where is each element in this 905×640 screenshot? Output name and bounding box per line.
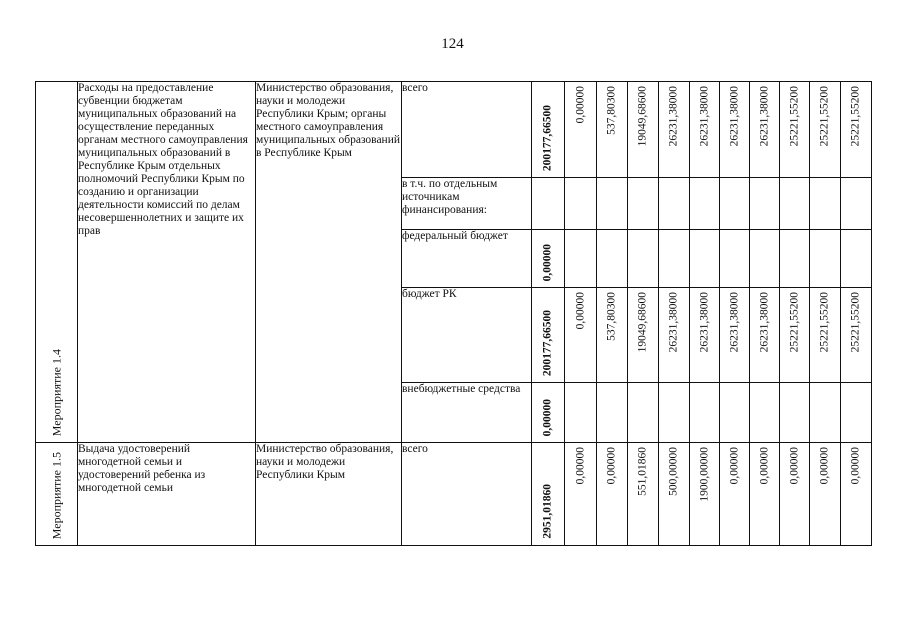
- year-value: 26231,38000: [758, 86, 770, 147]
- year-value-cell: [841, 82, 872, 178]
- measure-label: Мероприятие 1.4: [49, 348, 63, 436]
- year-value: 0,00000: [818, 447, 831, 485]
- year-value-cell: [690, 82, 720, 178]
- measure-description: Выдача удостоверений многодетной семьи и удостоверений ребенка из многодетной семьи: [78, 443, 256, 546]
- funding-source: внебюджетные средства: [402, 383, 532, 443]
- year-value-cell: [750, 230, 780, 288]
- total-value-cell: [532, 443, 565, 546]
- year-value-cell: [659, 230, 690, 288]
- year-value: 26231,38000: [667, 292, 680, 353]
- measure-label-cell: [36, 82, 78, 443]
- year-value: 0,00000: [574, 86, 586, 124]
- year-value-cell: [750, 443, 780, 546]
- year-value-cell: [750, 383, 780, 443]
- year-value-cell: [565, 82, 597, 178]
- year-value-cell: [690, 443, 720, 546]
- year-value-cell: [690, 230, 720, 288]
- year-value-cell: [659, 288, 690, 383]
- table-row: [36, 82, 872, 178]
- year-value: 0,00000: [849, 447, 862, 485]
- year-value-cell: [750, 82, 780, 178]
- year-value-cell: [690, 288, 720, 383]
- year-value: 26231,38000: [667, 86, 680, 147]
- year-value: 26231,38000: [728, 292, 740, 353]
- year-value-cell: [750, 178, 780, 230]
- year-value-cell: [565, 443, 597, 546]
- year-value-cell: [720, 178, 750, 230]
- year-value: 500,00000: [667, 447, 680, 496]
- total-value: 0,00000: [541, 243, 554, 281]
- year-value-cell: [628, 230, 659, 288]
- year-value-cell: [750, 288, 780, 383]
- year-value-cell: [720, 383, 750, 443]
- year-value-cell: [720, 230, 750, 288]
- total-value: 2951,01860: [541, 484, 554, 539]
- year-value: 1900,00000: [698, 447, 710, 502]
- funding-source: федеральный бюджет: [402, 230, 532, 288]
- year-value: 26231,38000: [698, 86, 710, 147]
- year-value: 25221,55200: [788, 292, 800, 353]
- year-value-cell: [841, 178, 872, 230]
- year-value: 19049,68600: [636, 86, 649, 147]
- year-value: 0,00000: [574, 292, 586, 330]
- year-value-cell: [628, 178, 659, 230]
- measure-label-cell: [36, 443, 78, 546]
- year-value-cell: [597, 178, 628, 230]
- year-value-cell: [565, 288, 597, 383]
- total-value-cell: [532, 82, 565, 178]
- year-value: 26231,38000: [728, 86, 740, 147]
- year-value-cell: [720, 443, 750, 546]
- year-value: 26231,38000: [698, 292, 710, 353]
- year-value-cell: [841, 383, 872, 443]
- year-value-cell: [597, 230, 628, 288]
- year-value-cell: [597, 288, 628, 383]
- year-value: 0,00000: [574, 447, 586, 485]
- year-value-cell: [780, 383, 810, 443]
- year-value-cell: [720, 288, 750, 383]
- year-value-cell: [810, 178, 841, 230]
- measure-executor: Министерство образования, науки и молодежи Республики Крым; органы местного самоуправления муниципальных образований в Республике Крым: [256, 82, 402, 443]
- year-value-cell: [628, 82, 659, 178]
- year-value: 0,00000: [728, 447, 740, 485]
- year-value-cell: [810, 288, 841, 383]
- year-value: 25221,55200: [818, 292, 831, 353]
- year-value-cell: [810, 82, 841, 178]
- year-value-cell: [810, 230, 841, 288]
- year-value-cell: [565, 383, 597, 443]
- year-value-cell: [810, 383, 841, 443]
- year-value: 537,80300: [605, 86, 618, 135]
- year-value-cell: [780, 178, 810, 230]
- year-value-cell: [780, 288, 810, 383]
- total-value: 200177,66500: [541, 309, 554, 376]
- total-value: 200177,66500: [541, 104, 554, 171]
- measure-executor: Министерство образования, науки и молодежи Республики Крым: [256, 443, 402, 546]
- year-value-cell: [720, 82, 750, 178]
- funding-source: всего: [402, 82, 532, 178]
- year-value-cell: [780, 443, 810, 546]
- year-value: 0,00000: [758, 447, 770, 485]
- year-value-cell: [659, 383, 690, 443]
- year-value-cell: [597, 443, 628, 546]
- year-value-cell: [628, 383, 659, 443]
- year-value: 26231,38000: [758, 292, 770, 353]
- measure-description: Расходы на предоставление субвенции бюджетам муниципальных образований на осуществление переданных органам местного самоуправления муниципальных образований в Республике Крым отдельных полномочий Республики Крым по созданию и организации деятельности комиссий по делам несовершеннолетних и защите их прав: [78, 82, 256, 443]
- funding-source: всего: [402, 443, 532, 546]
- year-value-cell: [565, 178, 597, 230]
- total-value-cell: [532, 230, 565, 288]
- year-value-cell: [597, 82, 628, 178]
- year-value-cell: [690, 383, 720, 443]
- budget-table: [35, 81, 872, 546]
- measure-label: Мероприятие 1.5: [49, 451, 63, 539]
- year-value: 0,00000: [788, 447, 800, 485]
- year-value-cell: [659, 82, 690, 178]
- year-value: 25221,55200: [818, 86, 831, 147]
- table-row: [36, 443, 872, 546]
- total-value: 0,00000: [541, 398, 554, 436]
- year-value: 25221,55200: [849, 292, 862, 353]
- total-value-cell: [532, 288, 565, 383]
- total-value-cell: [532, 383, 565, 443]
- year-value-cell: [841, 230, 872, 288]
- year-value: 25221,55200: [849, 86, 862, 147]
- year-value: 19049,68600: [636, 292, 649, 353]
- year-value-cell: [780, 230, 810, 288]
- year-value-cell: [690, 178, 720, 230]
- page-number: 124: [441, 36, 464, 52]
- year-value-cell: [659, 178, 690, 230]
- year-value: 0,00000: [605, 447, 618, 485]
- year-value-cell: [597, 383, 628, 443]
- year-value-cell: [628, 443, 659, 546]
- year-value-cell: [565, 230, 597, 288]
- total-value-cell: [532, 178, 565, 230]
- year-value-cell: [780, 82, 810, 178]
- funding-source: бюджет РК: [402, 288, 532, 383]
- year-value-cell: [841, 443, 872, 546]
- year-value-cell: [659, 443, 690, 546]
- year-value-cell: [810, 443, 841, 546]
- year-value: 551,01860: [636, 447, 649, 496]
- year-value-cell: [841, 288, 872, 383]
- year-value-cell: [628, 288, 659, 383]
- funding-source: в т.ч. по отдельным источникам финансирования:: [402, 178, 532, 230]
- year-value: 25221,55200: [788, 86, 800, 147]
- year-value: 537,80300: [605, 292, 618, 341]
